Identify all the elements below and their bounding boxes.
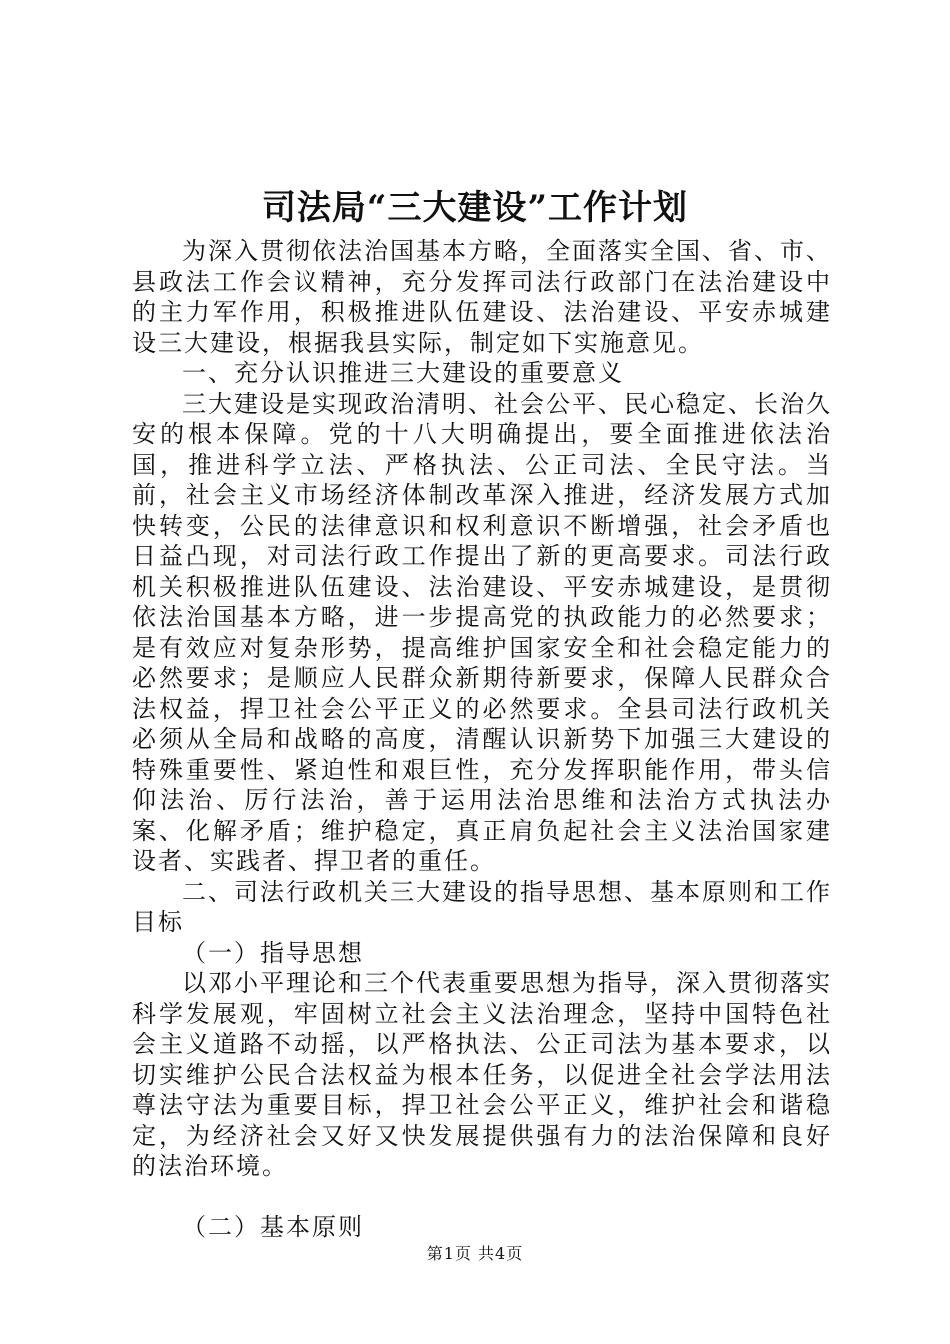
document-title: 司法局“三大建设”工作计划 [261, 188, 689, 228]
page-footer: 第1页 共4页 [426, 1244, 524, 1263]
subsection-heading-basic-principles: （二）基本原则 [182, 1212, 364, 1241]
section-heading-2: 二、司法行政机关三大建设的指导思想、基本原则和工作目标 [132, 877, 832, 936]
section-1-paragraph: 三大建设是实现政治清明、社会公平、民心稳定、长治久安的根本保障。党的十八大明确提出，要全面推进依法治国，推进科学立法、严格执法、公正司法、全民守法。当前，社会主义市场经济体制改革深入推进，经济发展方式加快转变，公民的法律意识和权利意识不断增强，社会矛盾也日益凸现，对司法行政工作提出了新的更高要求。司法行政机关积极推进队伍建设、法治建设、平安赤城建设，是贯彻依法治国基本方略，进一步提高党的执政能力的必然要求；是有效应对复杂形势，提高维护国家安全和社会稳定能力的必然要求；是顺应人民群众新期待新要求，保障人民群众合法权益，捍卫社会公平正义的必然要求。全县司法行政机关必须从全局和战略的高度，清醒认识新势下加强三大建设的特殊重要性、紧迫性和艰巨性，充分发挥职能作用，带头信仰法治、厉行法治，善于运用法治思维和法治方式执法办案、化解矛盾；维护稳定，真正肩负起社会主义法治国家建设者、实践者、捍卫者的重任。 [132, 389, 832, 875]
section-heading-1: 一、充分认识推进三大建设的重要意义 [182, 359, 624, 387]
document-body [132, 236, 832, 1242]
guiding-ideology-paragraph: 以邓小平理论和三个代表重要思想为指导，深入贯彻落实科学发展观，牢固树立社会主义法治理念，坚持中国特色社会主义道路不动摇，以严格执法、公正司法为基本要求，以切实维护公民合法权益为根本任务，以促进全社会学法用法尊法守法为重要目标，捍卫社会公平正义，维护社会和谐稳定，为经济社会又好又快发展提供强有力的法治保障和良好的法治环境。 [132, 969, 832, 1180]
intro-paragraph: 为深入贯彻依法治国基本方略，全面落实全国、省、市、县政法工作会议精神，充分发挥司法行政部门在法治建设中的主力军作用，积极推进队伍建设、法治建设、平安赤城建设三大建设，根据我县实际，制定如下实施意见。 [132, 237, 832, 357]
subsection-heading-guiding-ideology: （一）指导思想 [182, 938, 364, 967]
